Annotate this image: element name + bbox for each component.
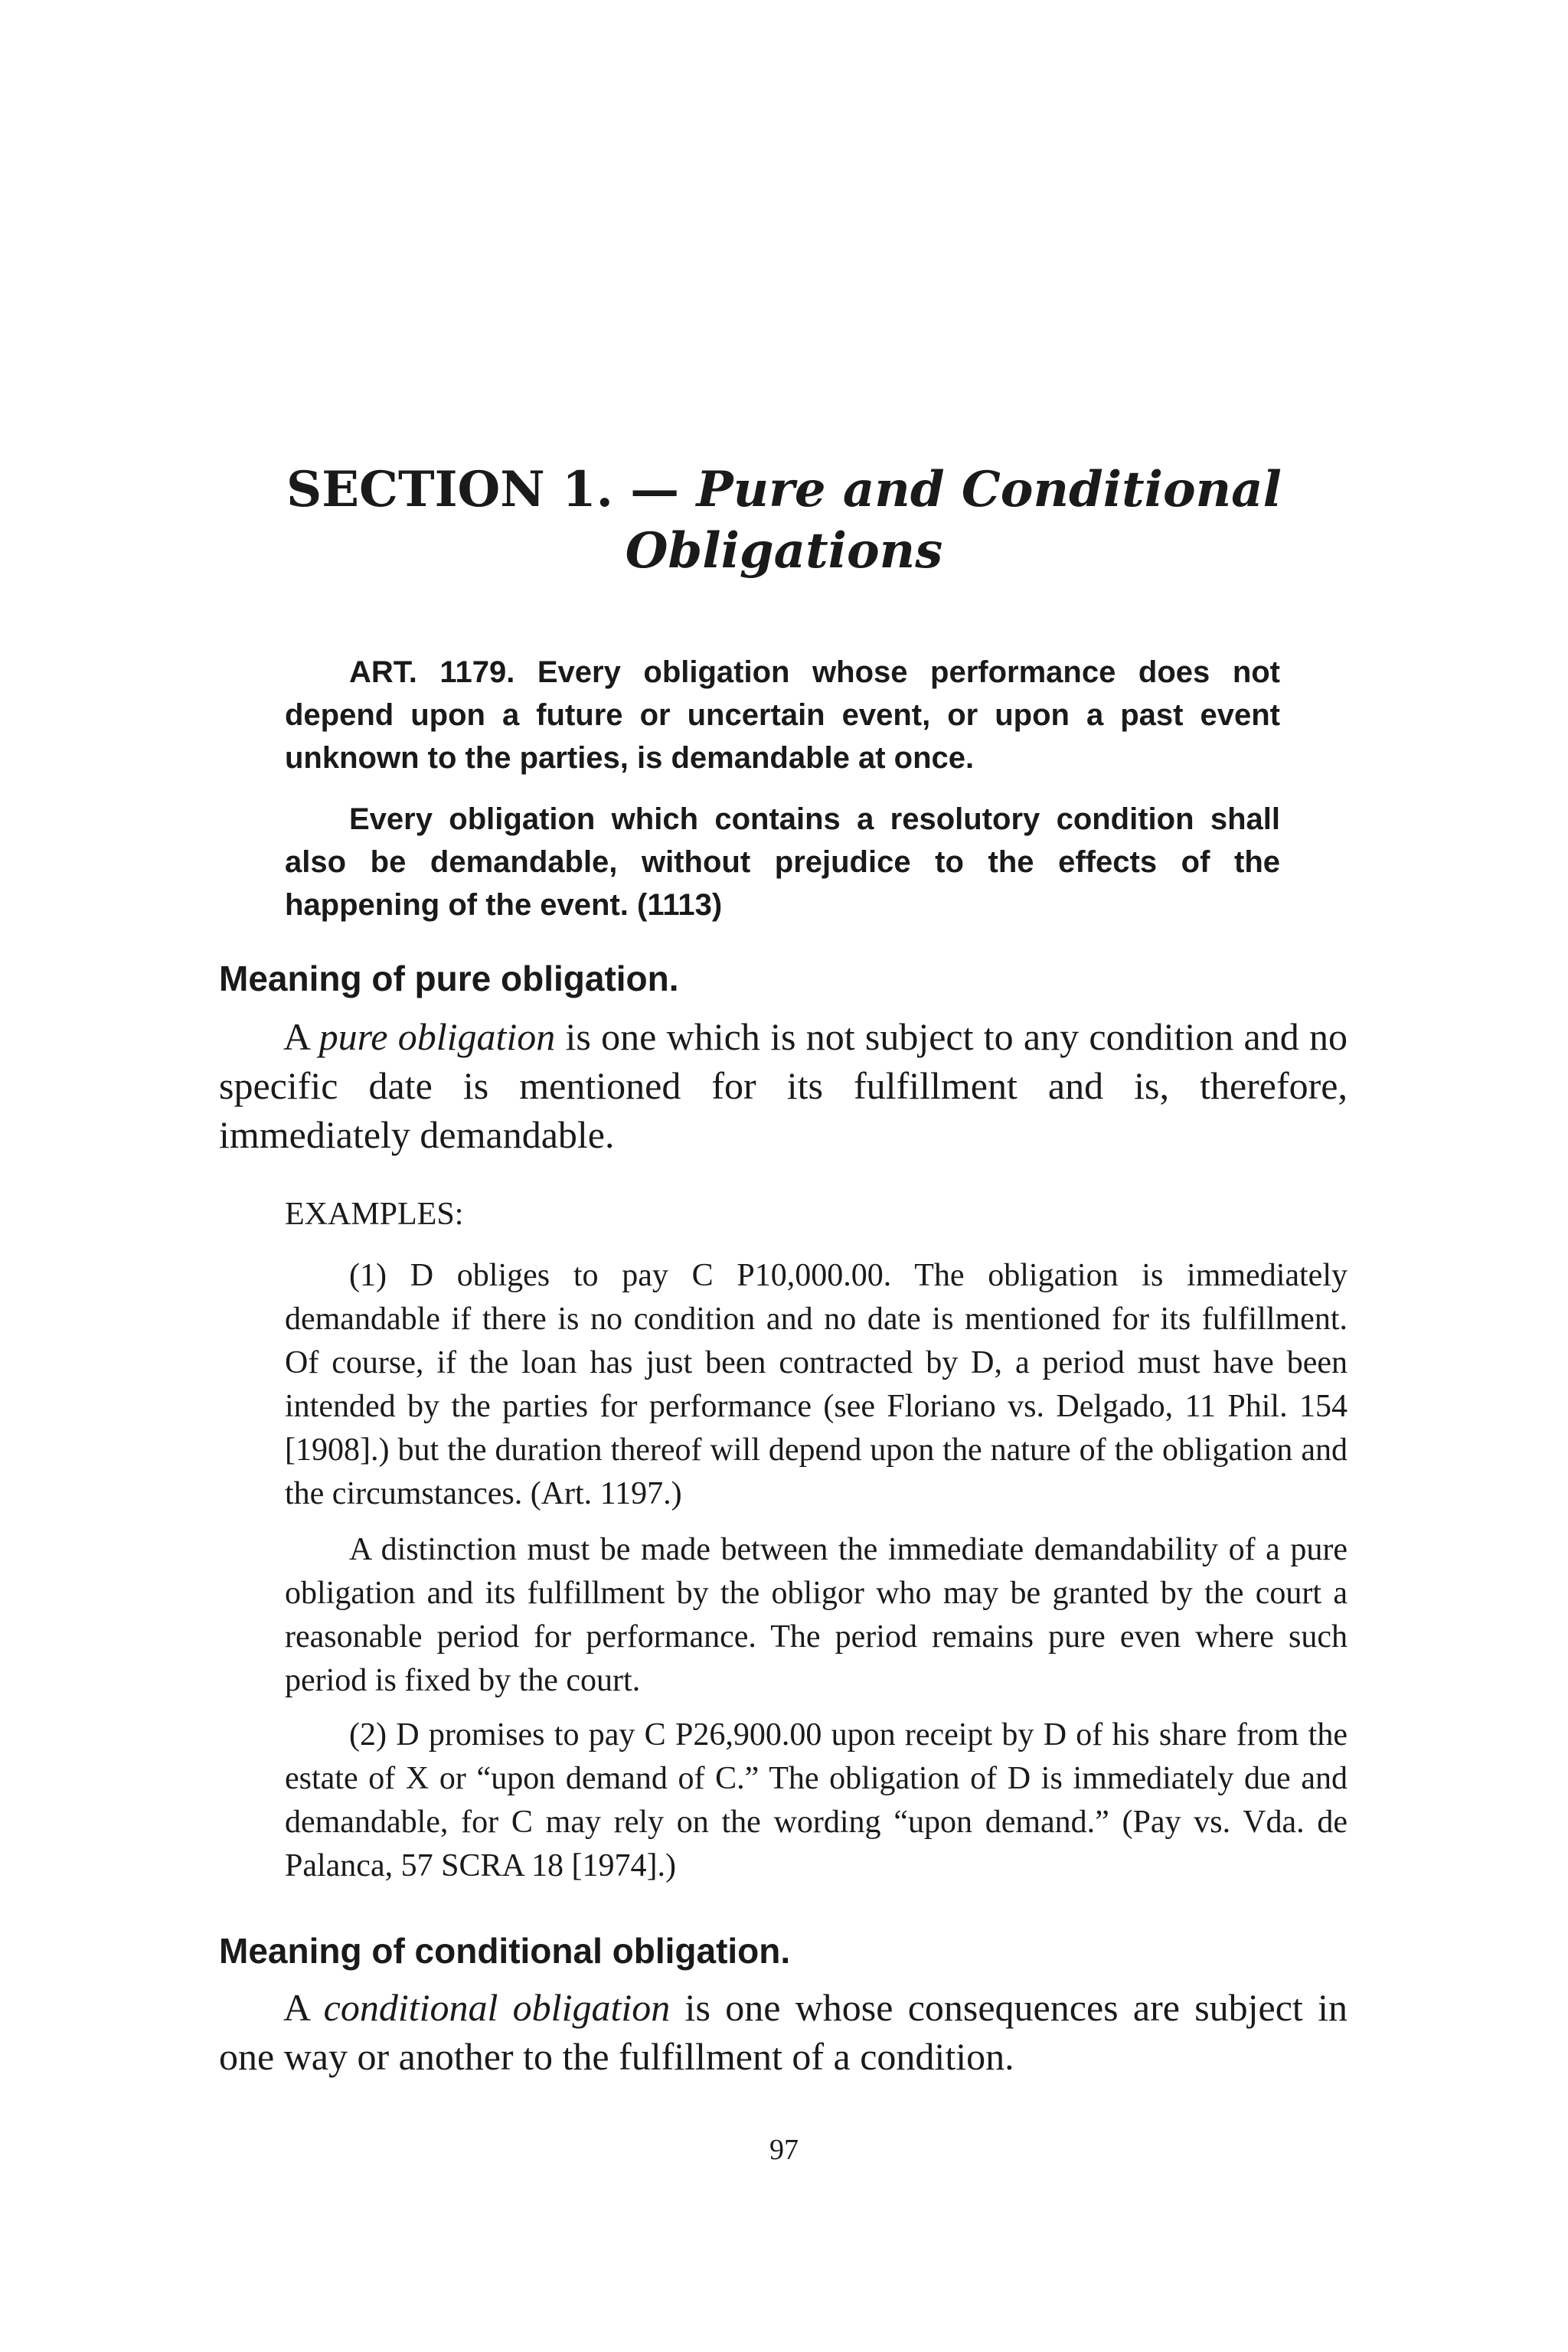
conditional-intro-before: A	[283, 1986, 324, 2029]
conditional-obligation-term: conditional obligation	[323, 1986, 671, 2029]
distinction-paragraph: A distinction must be made between the immediate demandability of a pure obligation and its fulfillment by the obligor who may be granted by the court a reasonable period for performance. The period remains pure even where such period is fixed by the court.	[285, 1532, 1348, 1698]
section-label: SECTION 1. —	[286, 461, 680, 518]
example-1: (1) D obliges to pay C P10,000.00. The obligation is immediately demandable if there is no condition and no date is mentioned for its fulfillment. Of course, if the loan has just been contracted by D, a period must have been intended by the parties for performance (see Floriano vs. Delgado, 11 Phil. 154 [1908].) but the duration thereof will depend upon the nature of the obligation and the circumstances. (Art. 1197.)	[285, 1258, 1348, 1511]
pure-intro-before: A	[283, 1015, 319, 1058]
article-paragraph-1: ART. 1179. Every obligation whose performance does not depend upon a future or uncertain event, or upon a past event unknown to the parties, is demandable at once.	[285, 655, 1280, 775]
examples-label: EXAMPLES:	[285, 1197, 464, 1232]
conditional-obligation-definition	[219, 1983, 1348, 2081]
heading-pure-obligation: Meaning of pure obligation.	[219, 959, 679, 998]
conditional-intro-after: is one whose consequences are subject in one way or another to the fulfillment of a condition.	[219, 1986, 1348, 2078]
section-title	[0, 459, 1568, 582]
pure-obligation-term: pure obligation	[318, 1015, 556, 1058]
article-1179	[285, 651, 1280, 926]
pure-obligation-definition	[219, 1012, 1348, 1159]
article-paragraph-2: Every obligation which contains a resolutory condition shall also be demandable, without prejudice to the effects of the happening of the event. (1113)	[285, 802, 1280, 922]
section-title-line1: Pure and Conditional	[696, 461, 1282, 518]
page-number: 97	[769, 2134, 799, 2166]
section-title-line2: Obligations	[625, 522, 943, 580]
heading-conditional-obligation: Meaning of conditional obligation.	[219, 1931, 791, 1971]
pure-intro-after: is one which is not subject to any condition and no specific date is mentioned for its fulfillment and is, therefore, immediately demandable.	[219, 1015, 1348, 1156]
example-2: (2) D promises to pay C P26,900.00 upon receipt by D of his share from the estate of X or “upon demand of C.” The obligation of D is immediately due and demandable, for C may rely on the wording “upon demand.” (Pay vs. Vda. de Palanca, 57 SCRA 18 [1974].)	[285, 1717, 1348, 1883]
